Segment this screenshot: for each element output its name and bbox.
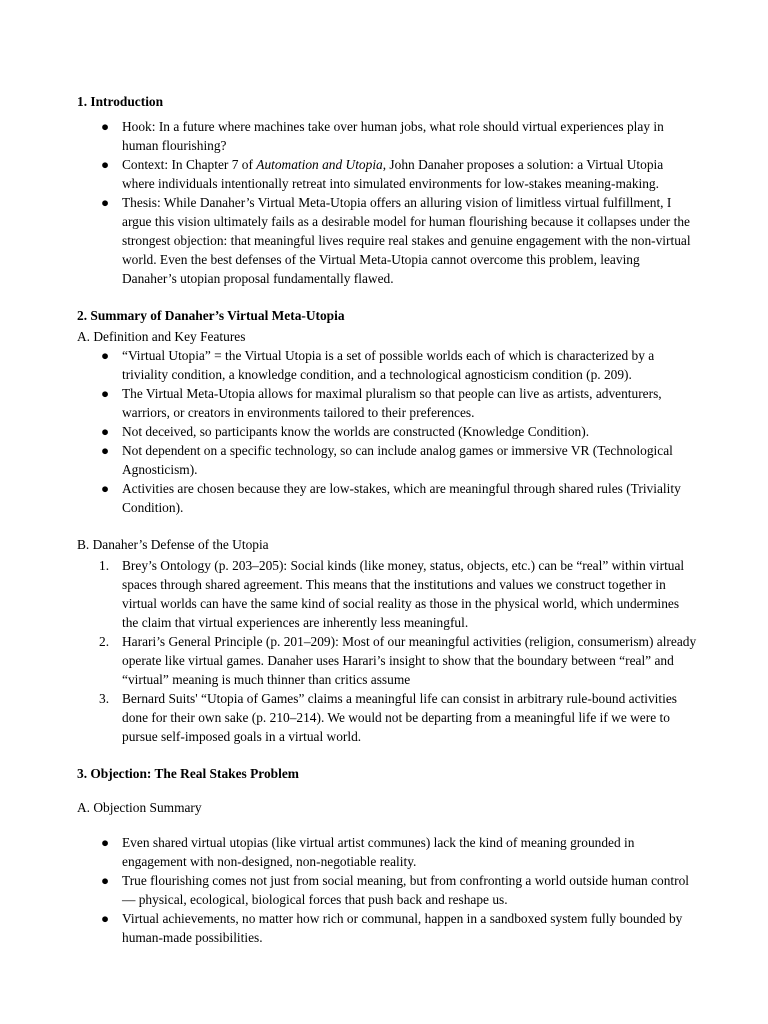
objection-list [77,833,697,947]
bullet-icon: ● [101,348,110,363]
bullet-icon: ● [101,424,110,439]
bullet-icon: ● [101,157,110,172]
list-item [77,117,697,155]
definition-list [77,346,697,517]
list-item-text: Activities are chosen because they are low-stakes, which are meaningful through shared rules (Triviality Condition). [122,481,681,515]
list-item-text: Virtual achievements, no matter how rich or communal, happen in a sandboxed system fully bounded by human-made possibilities. [122,911,683,945]
list-item [77,155,697,193]
bullet-icon: ● [101,481,110,496]
list-item-text-pre: Context: In Chapter 7 of [122,157,257,172]
section-heading-introduction: 1. Introduction [77,94,164,109]
list-item [77,441,697,479]
bullet-icon: ● [101,119,110,134]
list-item [77,479,697,517]
list-item [77,909,697,947]
list-number: 2. [99,634,110,649]
list-item [77,632,697,689]
bullet-icon: ● [101,386,110,401]
list-item-text: The Virtual Meta-Utopia allows for maximal pluralism so that people can live as artists, adventurers, warriors, or creators in environments tailored to their preferences. [122,386,662,420]
bullet-icon: ● [101,443,110,458]
list-item [77,193,697,288]
list-item [77,833,697,871]
list-item-text: Hook: In a future where machines take over human jobs, what role should virtual experiences play in human flourishing? [122,119,664,153]
introduction-list [77,117,697,288]
list-item-text: Bernard Suits' “Utopia of Games” claims a meaningful life can consist in arbitrary rule-bound activities done for their own sake (p. 210–214). We would not be departing from a meaningful life if we were to pursue self-imposed goals in a virtual world. [122,691,677,744]
list-item [77,384,697,422]
subsection-label: B. Danaher’s Defense of the Utopia [77,537,269,552]
defense-list [77,556,697,746]
list-item [77,422,697,441]
list-item [77,689,697,746]
subsection-label: A. Definition and Key Features [77,329,246,344]
book-title: Automation and Utopia [256,157,383,172]
bullet-icon: ● [101,911,110,926]
bullet-icon: ● [101,873,110,888]
document-body [77,92,697,947]
list-item-text: Brey’s Ontology (p. 203–205): Social kinds (like money, status, objects, etc.) can be “real” within virtual spaces through shared agreement. This means that the institutions and values we construct together in virtual worlds can have the same kind of social reality as those in the physical world, which undermines the claim that virtual experiences are inherently less meaningful. [122,558,685,630]
list-item-text: Not dependent on a specific technology, so can include analog games or immersive VR (Technological Agnosticism). [122,443,673,477]
list-item-text: True flourishing comes not just from social meaning, but from confronting a world outside human control — physical, ecological, biological forces that push back and reshape us. [122,873,690,907]
list-item-text: Even shared virtual utopias (like virtual artist communes) lack the kind of meaning grounded in engagement with non-designed, non-negotiable reality. [122,835,635,869]
bullet-icon: ● [101,195,110,210]
list-item-text: Thesis: While Danaher’s Virtual Meta-Utopia offers an alluring vision of limitless virtual fulfillment, I argue this vision ultimately fails as a desirable model for human flourishing because it collapses under the strongest objection: that meaningful lives require real stakes and genuine engagement with the non-virtual world. Even the best defenses of the Virtual Meta-Utopia cannot overcome this problem, leaving Danaher’s utopian proposal fundamentally flawed. [122,195,691,286]
section-heading-objection: 3. Objection: The Real Stakes Problem [77,766,299,781]
section-heading-summary: 2. Summary of Danaher’s Virtual Meta-Utopia [77,308,345,323]
list-item [77,871,697,909]
list-item-text: “Virtual Utopia” = the Virtual Utopia is a set of possible worlds each of which is characterized by a triviality condition, a knowledge condition, and a technological agnosticism condition (p. 209). [122,348,655,382]
bullet-icon: ● [101,835,110,850]
list-number: 1. [99,558,110,573]
list-item-text: Harari’s General Principle (p. 201–209): Most of our meaningful activities (religion, consumerism) already operate like virtual games. Danaher uses Harari’s insight to show that the boundary between “real” and “virtual” meaning is much thinner than critics assume [122,634,697,687]
list-number: 3. [99,691,110,706]
list-item [77,556,697,632]
list-item-text-post: , John Danaher proposes a solution: a Virtual Utopia where individuals intentionally retreat into simulated environments for low-stakes meaning-making. [122,157,664,191]
subsection-label: A. Objection Summary [77,800,202,815]
list-item-text: Not deceived, so participants know the worlds are constructed (Knowledge Condition). [122,424,590,439]
list-item [77,346,697,384]
